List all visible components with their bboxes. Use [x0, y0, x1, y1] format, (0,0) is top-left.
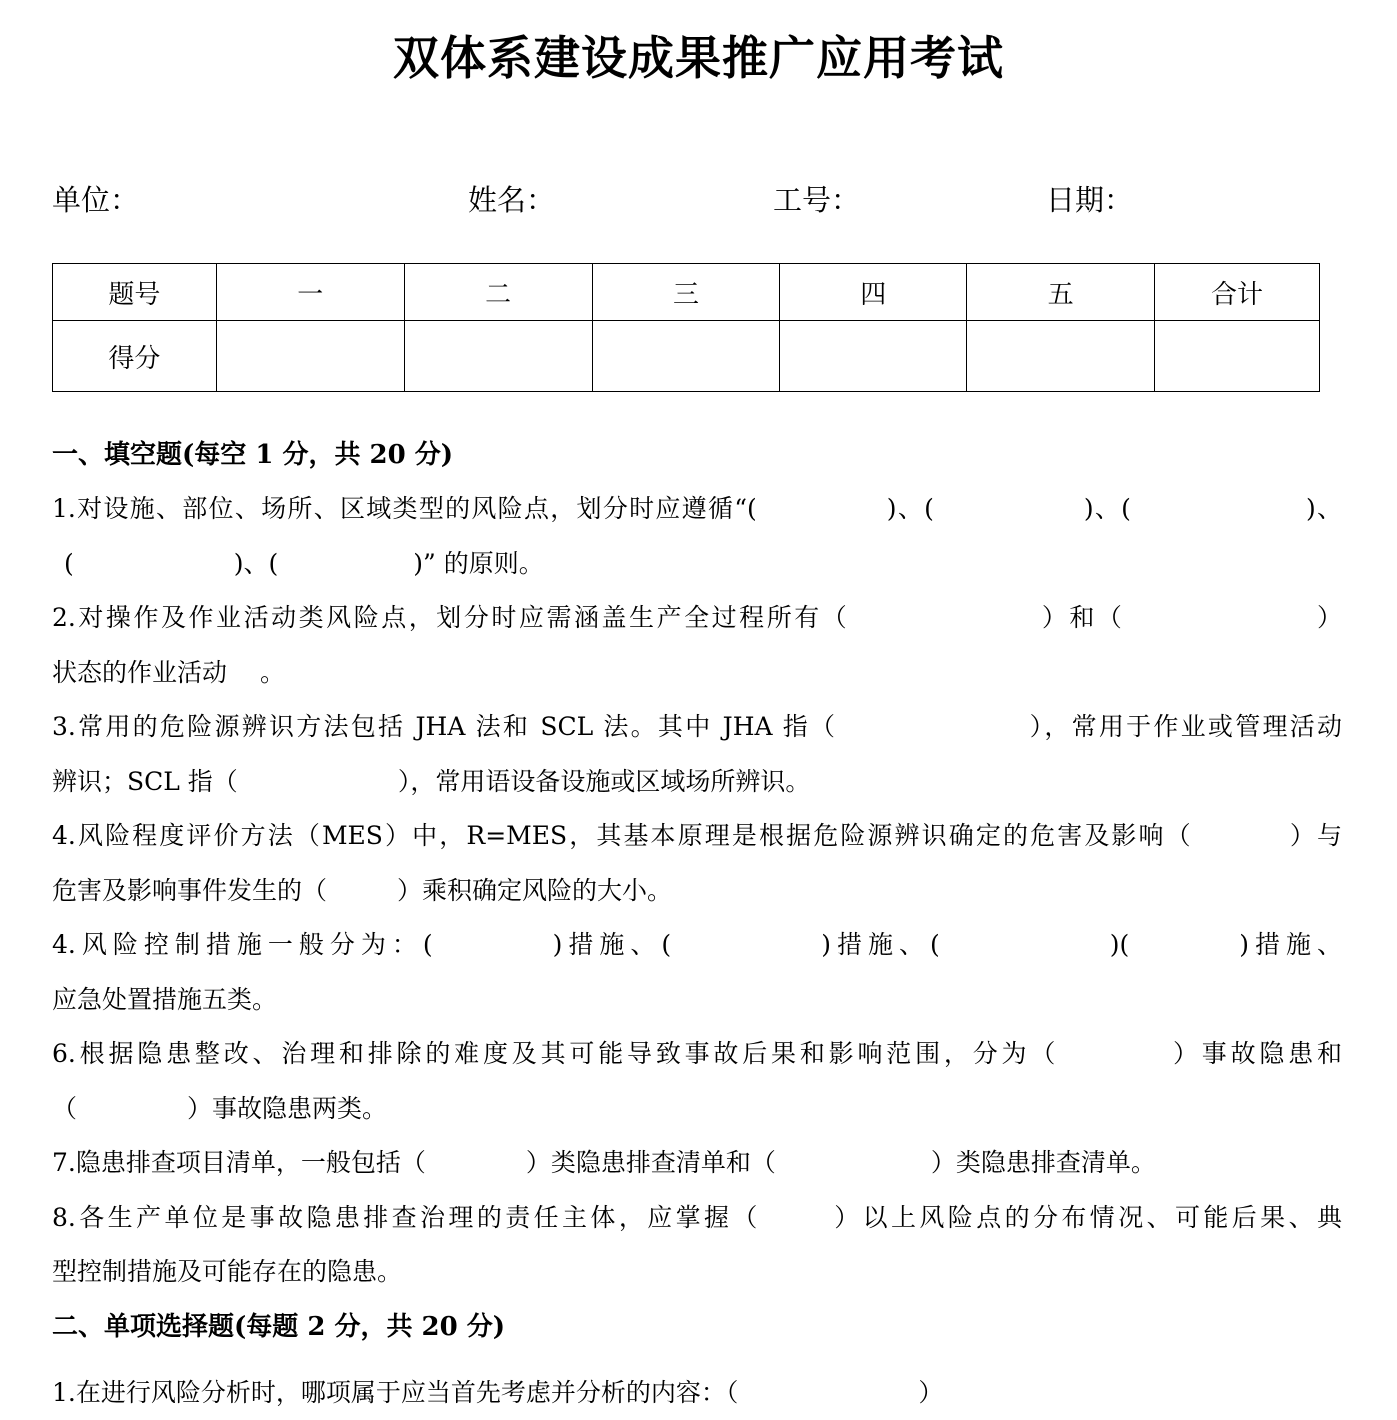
q6-text-c: （ — [52, 1094, 77, 1123]
q7-text-c: ）类隐患排查清单。 — [931, 1148, 1156, 1177]
header-fields — [0, 178, 1397, 222]
q4-line1 — [52, 809, 1342, 864]
q1-text-d: )、 — [1306, 494, 1342, 523]
q1-text-b: )、( — [887, 494, 934, 523]
q1-text-c: )、( — [1084, 494, 1131, 523]
s2-q1-text-b: ） — [918, 1378, 943, 1407]
q3-text-d: ），常用语设备设施或区域场所辨识。 — [398, 767, 811, 796]
score-table-score-row — [53, 321, 1320, 392]
date-label: 日期： — [1046, 178, 1133, 219]
section1-title: 一、填空题(每空 1 分，共 20 分) — [52, 428, 1342, 482]
q5-text-a: 4.风险控制措施一般分为：( — [52, 930, 433, 959]
q2-line1 — [52, 591, 1342, 646]
section2-title: 二、单项选择题(每题 2 分，共 20 分) — [52, 1300, 1342, 1354]
header-cell-question-no: 题号 — [53, 264, 217, 321]
q2-text-d: 状态的作业活动 。 — [52, 658, 285, 687]
score-cell-total[interactable] — [1155, 321, 1320, 392]
header-cell-1: 一 — [216, 264, 404, 321]
q2-text-c: ） — [1314, 603, 1342, 632]
id-label: 工号： — [773, 178, 860, 219]
score-table — [52, 263, 1320, 392]
q4-text-a: 4.风险程度评价方法（MES）中，R=MES，其基本原理是根据危险源辨识确定的危害及影响（ — [52, 821, 1193, 850]
q7-text-a: 7.隐患排查项目清单，一般包括（ — [52, 1148, 426, 1177]
q5-line1 — [52, 918, 1342, 973]
header-cell-total: 合计 — [1155, 264, 1320, 321]
header-cell-3: 三 — [592, 264, 780, 321]
unit-label: 单位： — [52, 178, 139, 219]
q4-text-b: ）与 — [1288, 821, 1342, 850]
q1-text-a: 1.对设施、部位、场所、区域类型的风险点，划分时应遵循“( — [52, 494, 757, 523]
q8-line1 — [52, 1191, 1342, 1246]
q6-text-a: 6.根据隐患整改、治理和排除的难度及其可能导致事故后果和影响范围，分为（ — [52, 1039, 1059, 1068]
s2-q1-line1 — [52, 1366, 1342, 1420]
q1-text-f: )、( — [234, 549, 279, 578]
q3-text-a: 3.常用的危险源辨识方法包括 JHA 法和 SCL 法。其中 JHA 指（ — [52, 712, 837, 741]
score-cell-2[interactable] — [404, 321, 592, 392]
q2-text-b: ）和（ — [1039, 603, 1124, 632]
q1-text-g: )” 的原则。 — [413, 549, 543, 578]
score-table-header-row — [53, 264, 1320, 321]
q7-line1 — [52, 1136, 1342, 1191]
s2-q1-text-a: 1.在进行风险分析时，哪项属于应当首先考虑并分析的内容：（ — [52, 1378, 738, 1407]
q6-text-b: ）事故隐患和 — [1169, 1039, 1342, 1068]
q4-text-c: 危害及影响事件发生的（ — [52, 876, 327, 905]
q3-line2 — [52, 755, 1342, 810]
q1-line2 — [52, 537, 1342, 592]
q1-line1 — [52, 482, 1342, 537]
q5-text-d: )( — [1110, 930, 1130, 959]
q5-text-c: )措施、( — [821, 930, 940, 959]
score-cell-4[interactable] — [780, 321, 967, 392]
q7-text-b: ）类隐患排查清单和（ — [526, 1148, 776, 1177]
q3-text-b: ），常用于作业或管理活动 — [1027, 712, 1342, 741]
exam-content — [52, 428, 1342, 1420]
q6-text-d: ）事故隐患两类。 — [187, 1094, 387, 1123]
score-row-label: 得分 — [53, 321, 217, 392]
q1-text-e: ( — [64, 549, 74, 578]
q8-text-b: ）以上风险点的分布情况、可能后果、典 — [831, 1203, 1342, 1232]
header-cell-2: 二 — [404, 264, 592, 321]
q8-text-a: 8.各生产单位是事故隐患排查治理的责任主体，应掌握（ — [52, 1203, 761, 1232]
q4-line2 — [52, 864, 1342, 919]
q5-text-b: )措施、( — [553, 930, 672, 959]
q5-line2 — [52, 973, 1342, 1028]
q6-line2 — [52, 1082, 1342, 1137]
score-cell-1[interactable] — [216, 321, 404, 392]
q2-line2 — [52, 646, 1342, 701]
exam-title: 双体系建设成果推广应用考试 — [0, 22, 1397, 88]
q8-line2 — [52, 1245, 1342, 1300]
q6-line1 — [52, 1027, 1342, 1082]
q5-text-f: 应急处置措施五类。 — [52, 985, 277, 1014]
q3-text-c: 辨识；SCL 指（ — [52, 767, 238, 796]
header-cell-5: 五 — [967, 264, 1155, 321]
score-cell-5[interactable] — [967, 321, 1155, 392]
score-cell-3[interactable] — [592, 321, 780, 392]
q2-text-a: 2.对操作及作业活动类风险点，划分时应需涵盖生产全过程所有（ — [52, 603, 849, 632]
q4-text-d: ）乘积确定风险的大小。 — [397, 876, 672, 905]
q5-text-e: )措施、 — [1239, 930, 1342, 959]
name-label: 姓名： — [468, 178, 555, 219]
header-cell-4: 四 — [780, 264, 967, 321]
q3-line1 — [52, 700, 1342, 755]
q8-text-c: 型控制措施及可能存在的隐患。 — [52, 1257, 402, 1286]
